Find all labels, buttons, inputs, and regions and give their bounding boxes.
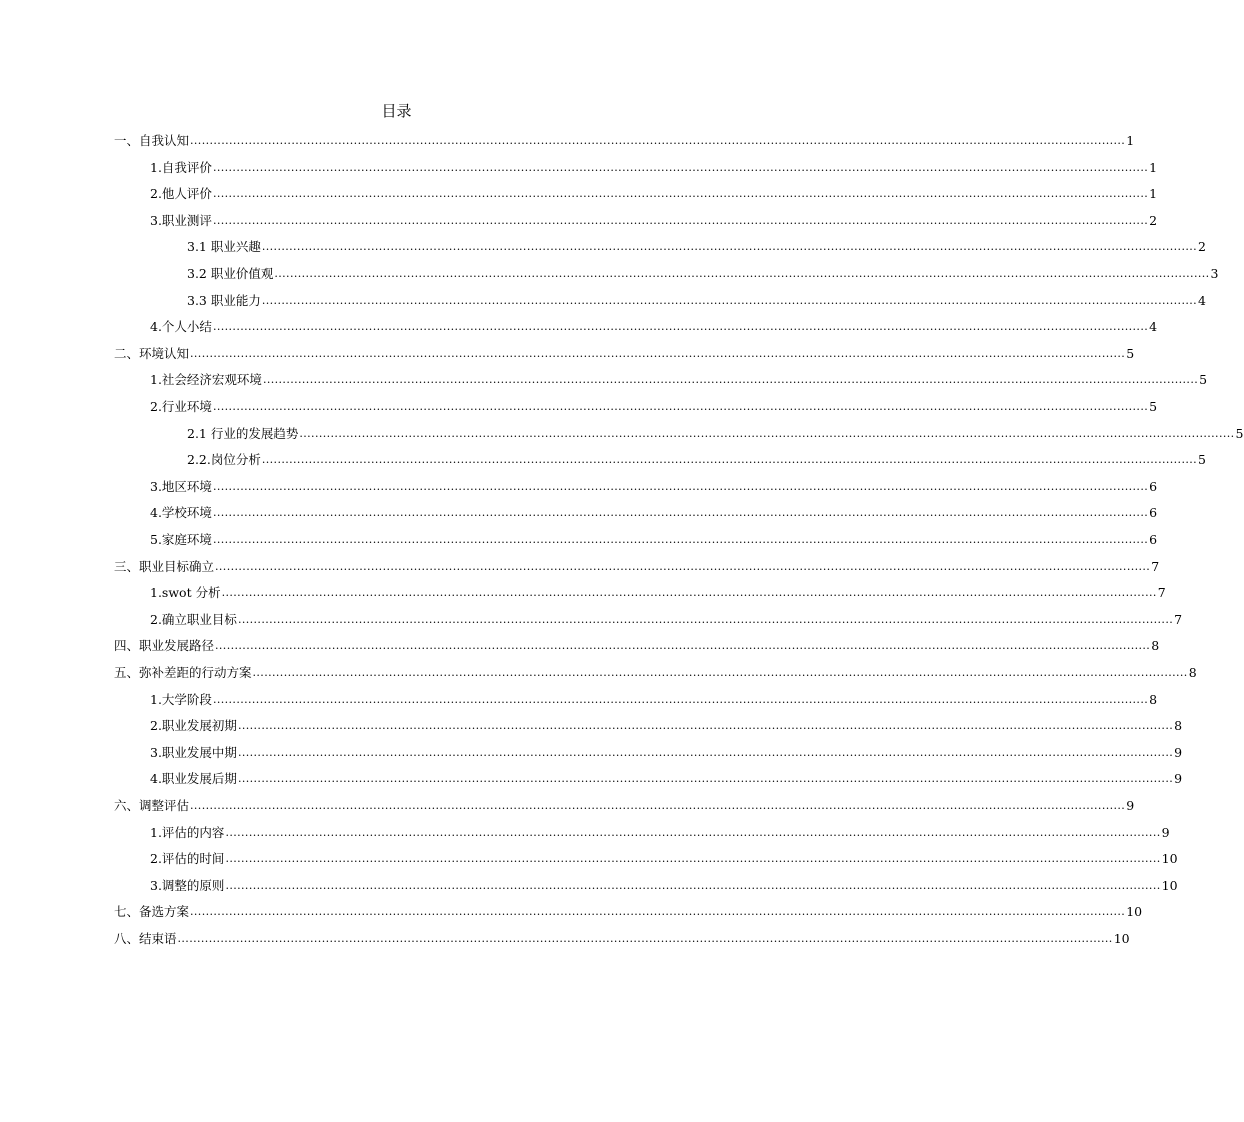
toc-page-number: 8 [1149,691,1158,707]
toc-entry-text: 2.1 行业的发展趋势 [187,425,299,441]
toc-entry-text: 2.行业环境 [150,399,212,414]
toc-entry-text: 4.职业发展后期 [150,771,237,787]
toc-title: 目录 [381,102,412,120]
toc-entry[interactable] [150,523,1158,549]
toc-dot-leader: ................................................................................................................................................................................................................................................ [225,852,1161,866]
toc-page-number: 6 [1149,505,1158,521]
toc-page-number: 1 [1149,186,1158,202]
toc-page-number: 5 [1235,425,1244,441]
toc-entry-text: 二、环境认知 [114,345,190,361]
toc-entry[interactable] [187,284,1206,310]
toc-entry-text: 六、调整评估 [114,798,190,813]
toc-page-number: 6 [1149,478,1158,494]
toc-entry-text: 1.评估的内容 [150,824,225,840]
toc-dot-leader: ................................................................................................................................................................................................................................................ [261,240,1198,254]
toc-dot-leader: ................................................................................................................................................................................................................................................ [215,559,1151,573]
toc-entry[interactable] [114,656,1197,682]
toc-dot-leader: ................................................................................................................................................................................................................................................ [212,692,1149,706]
toc-dot-leader: ................................................................................................................................................................................................................................................ [190,134,1126,147]
toc-dot-leader: ................................................................................................................................................................................................................................................ [212,320,1149,334]
toc-entry[interactable] [150,310,1158,336]
toc-entry-text: 三、职业目标确立 [114,558,215,574]
toc-entry[interactable] [114,550,1160,576]
toc-page-number: 8 [1151,638,1160,654]
toc-entry-text: 3.调整的原则 [150,877,225,893]
toc-entry-text: 1.swot 分析 [150,585,221,601]
toc-entry-text: 3.职业发展中期 [150,744,237,760]
toc-entry[interactable] [150,363,1208,389]
toc-dot-leader: ................................................................................................................................................................................................................................................ [190,346,1126,360]
toc-entry-text: 3.地区环境 [150,478,212,494]
toc-dot-leader: ................................................................................................................................................................................................................................................ [299,426,1235,440]
toc-page-number: 1 [1149,159,1158,175]
toc-page-number: 5 [1199,372,1208,388]
toc-entry[interactable] [187,443,1206,469]
toc-entry-text: 五、弥补差距的行动方案 [114,665,252,680]
toc-dot-leader: ................................................................................................................................................................................................................................................ [190,799,1126,812]
toc-dot-leader: ................................................................................................................................................................................................................................................ [262,373,1199,387]
toc-entry[interactable] [150,736,1183,762]
toc-entry-text: 2.他人评价 [150,186,212,202]
toc-entry[interactable] [187,417,1244,443]
toc-entry[interactable] [150,709,1183,735]
toc-page-number: 8 [1174,718,1183,734]
toc-entry-text: 1.自我评价 [150,159,212,175]
toc-dot-leader: ................................................................................................................................................................................................................................................ [237,745,1174,759]
toc-page-number: 10 [1113,931,1130,946]
toc-dot-leader: ................................................................................................................................................................................................................................................ [261,293,1198,307]
toc-page-number: 5 [1149,399,1158,414]
toc-page-number: 10 [1161,877,1178,893]
toc-dot-leader: ................................................................................................................................................................................................................................................ [190,905,1126,919]
toc-page-number: 9 [1174,771,1183,787]
toc-page-number: 4 [1198,292,1206,308]
toc-entry[interactable] [150,204,1158,230]
toc-dot-leader: ................................................................................................................................................................................................................................................ [212,533,1149,546]
toc-entry[interactable] [150,762,1183,788]
toc-entry-text: 一、自我认知 [114,133,190,148]
toc-page-number: 9 [1174,744,1183,760]
toc-dot-leader: ................................................................................................................................................................................................................................................ [237,719,1174,733]
toc-page-number: 2 [1149,212,1158,228]
toc-entry[interactable] [150,683,1158,709]
toc-entry-text: 2.职业发展初期 [150,718,237,734]
toc-entry[interactable] [114,895,1143,921]
toc-dot-leader: ................................................................................................................................................................................................................................................ [261,453,1198,467]
toc-page-number: 1 [1126,133,1135,148]
toc-entry-text: 4.学校环境 [150,505,212,521]
toc-page-number: 4 [1149,319,1158,335]
toc-entry-text: 3.1 职业兴趣 [187,239,261,255]
toc-dot-leader: ................................................................................................................................................................................................................................................ [274,267,1210,280]
toc-dot-leader: ................................................................................................................................................................................................................................................ [212,400,1149,413]
toc-entry[interactable] [150,603,1183,629]
toc-entry[interactable] [150,177,1158,203]
toc-entry[interactable] [150,576,1166,602]
toc-dot-leader: ................................................................................................................................................................................................................................................ [225,878,1161,892]
toc-entry-text: 1.社会经济宏观环境 [150,372,262,388]
toc-entry[interactable] [150,151,1158,177]
toc-dot-leader: ................................................................................................................................................................................................................................................ [212,479,1149,493]
toc-page-number: 9 [1126,798,1135,813]
toc-entry[interactable] [150,869,1178,895]
toc-page-number: 7 [1157,585,1166,601]
toc-entry-text: 2.确立职业目标 [150,611,237,627]
toc-dot-leader: ................................................................................................................................................................................................................................................ [237,772,1174,786]
toc-entry[interactable] [114,922,1130,948]
toc-entry-text: 八、结束语 [114,931,177,946]
toc-entry-text: 3.2 职业价值观 [187,266,274,281]
toc-dot-leader: ................................................................................................................................................................................................................................................ [215,639,1151,653]
toc-entry-text: 4.个人小结 [150,319,212,335]
toc-dot-leader: ................................................................................................................................................................................................................................................ [212,160,1149,174]
toc-entry[interactable] [187,257,1219,283]
toc-dot-leader: ................................................................................................................................................................................................................................................ [252,666,1188,679]
toc-dot-leader: ................................................................................................................................................................................................................................................ [237,612,1174,626]
toc-entry[interactable] [114,124,1135,150]
toc-page-number: 9 [1161,824,1170,840]
toc-dot-leader: ................................................................................................................................................................................................................................................ [212,506,1149,520]
toc-dot-leader: ................................................................................................................................................................................................................................................ [177,932,1113,945]
toc-entry[interactable] [114,337,1135,363]
toc-page-number: 2 [1198,239,1206,255]
toc-page-number: 5 [1126,345,1135,361]
toc-entry-text: 1.大学阶段 [150,691,212,707]
toc-entry[interactable] [187,230,1206,256]
toc-dot-leader: ................................................................................................................................................................................................................................................ [221,586,1157,600]
toc-entry-text: 3.3 职业能力 [187,292,261,308]
toc-entry-text: 七、备选方案 [114,904,190,920]
toc-entry[interactable] [150,842,1178,868]
toc-entry[interactable] [150,470,1158,496]
toc-entry[interactable] [114,629,1160,655]
toc-page-number: 10 [1161,851,1178,867]
toc-page-number: 8 [1188,665,1197,680]
toc-entry-text: 5.家庭环境 [150,532,212,547]
toc-page-number: 5 [1198,452,1206,468]
toc-page-number: 10 [1126,904,1143,920]
toc-entry-text: 2.2.岗位分析 [187,452,261,468]
toc-entry-text: 四、职业发展路径 [114,638,215,654]
toc-dot-leader: ................................................................................................................................................................................................................................................ [212,213,1149,227]
toc-entry[interactable] [114,789,1135,815]
toc-page-number: 6 [1149,532,1158,547]
toc-entry-text: 3.职业测评 [150,212,212,228]
toc-page-number: 3 [1210,266,1219,281]
toc-dot-leader: ................................................................................................................................................................................................................................................ [225,825,1161,839]
toc-page-number: 7 [1151,558,1160,574]
toc-dot-leader: ................................................................................................................................................................................................................................................ [212,187,1149,201]
toc-entry[interactable] [150,816,1170,842]
toc-entry-text: 2.评估的时间 [150,851,225,867]
toc-entry[interactable] [150,496,1158,522]
toc-page-number: 7 [1174,611,1183,627]
toc-entry[interactable] [150,390,1158,416]
